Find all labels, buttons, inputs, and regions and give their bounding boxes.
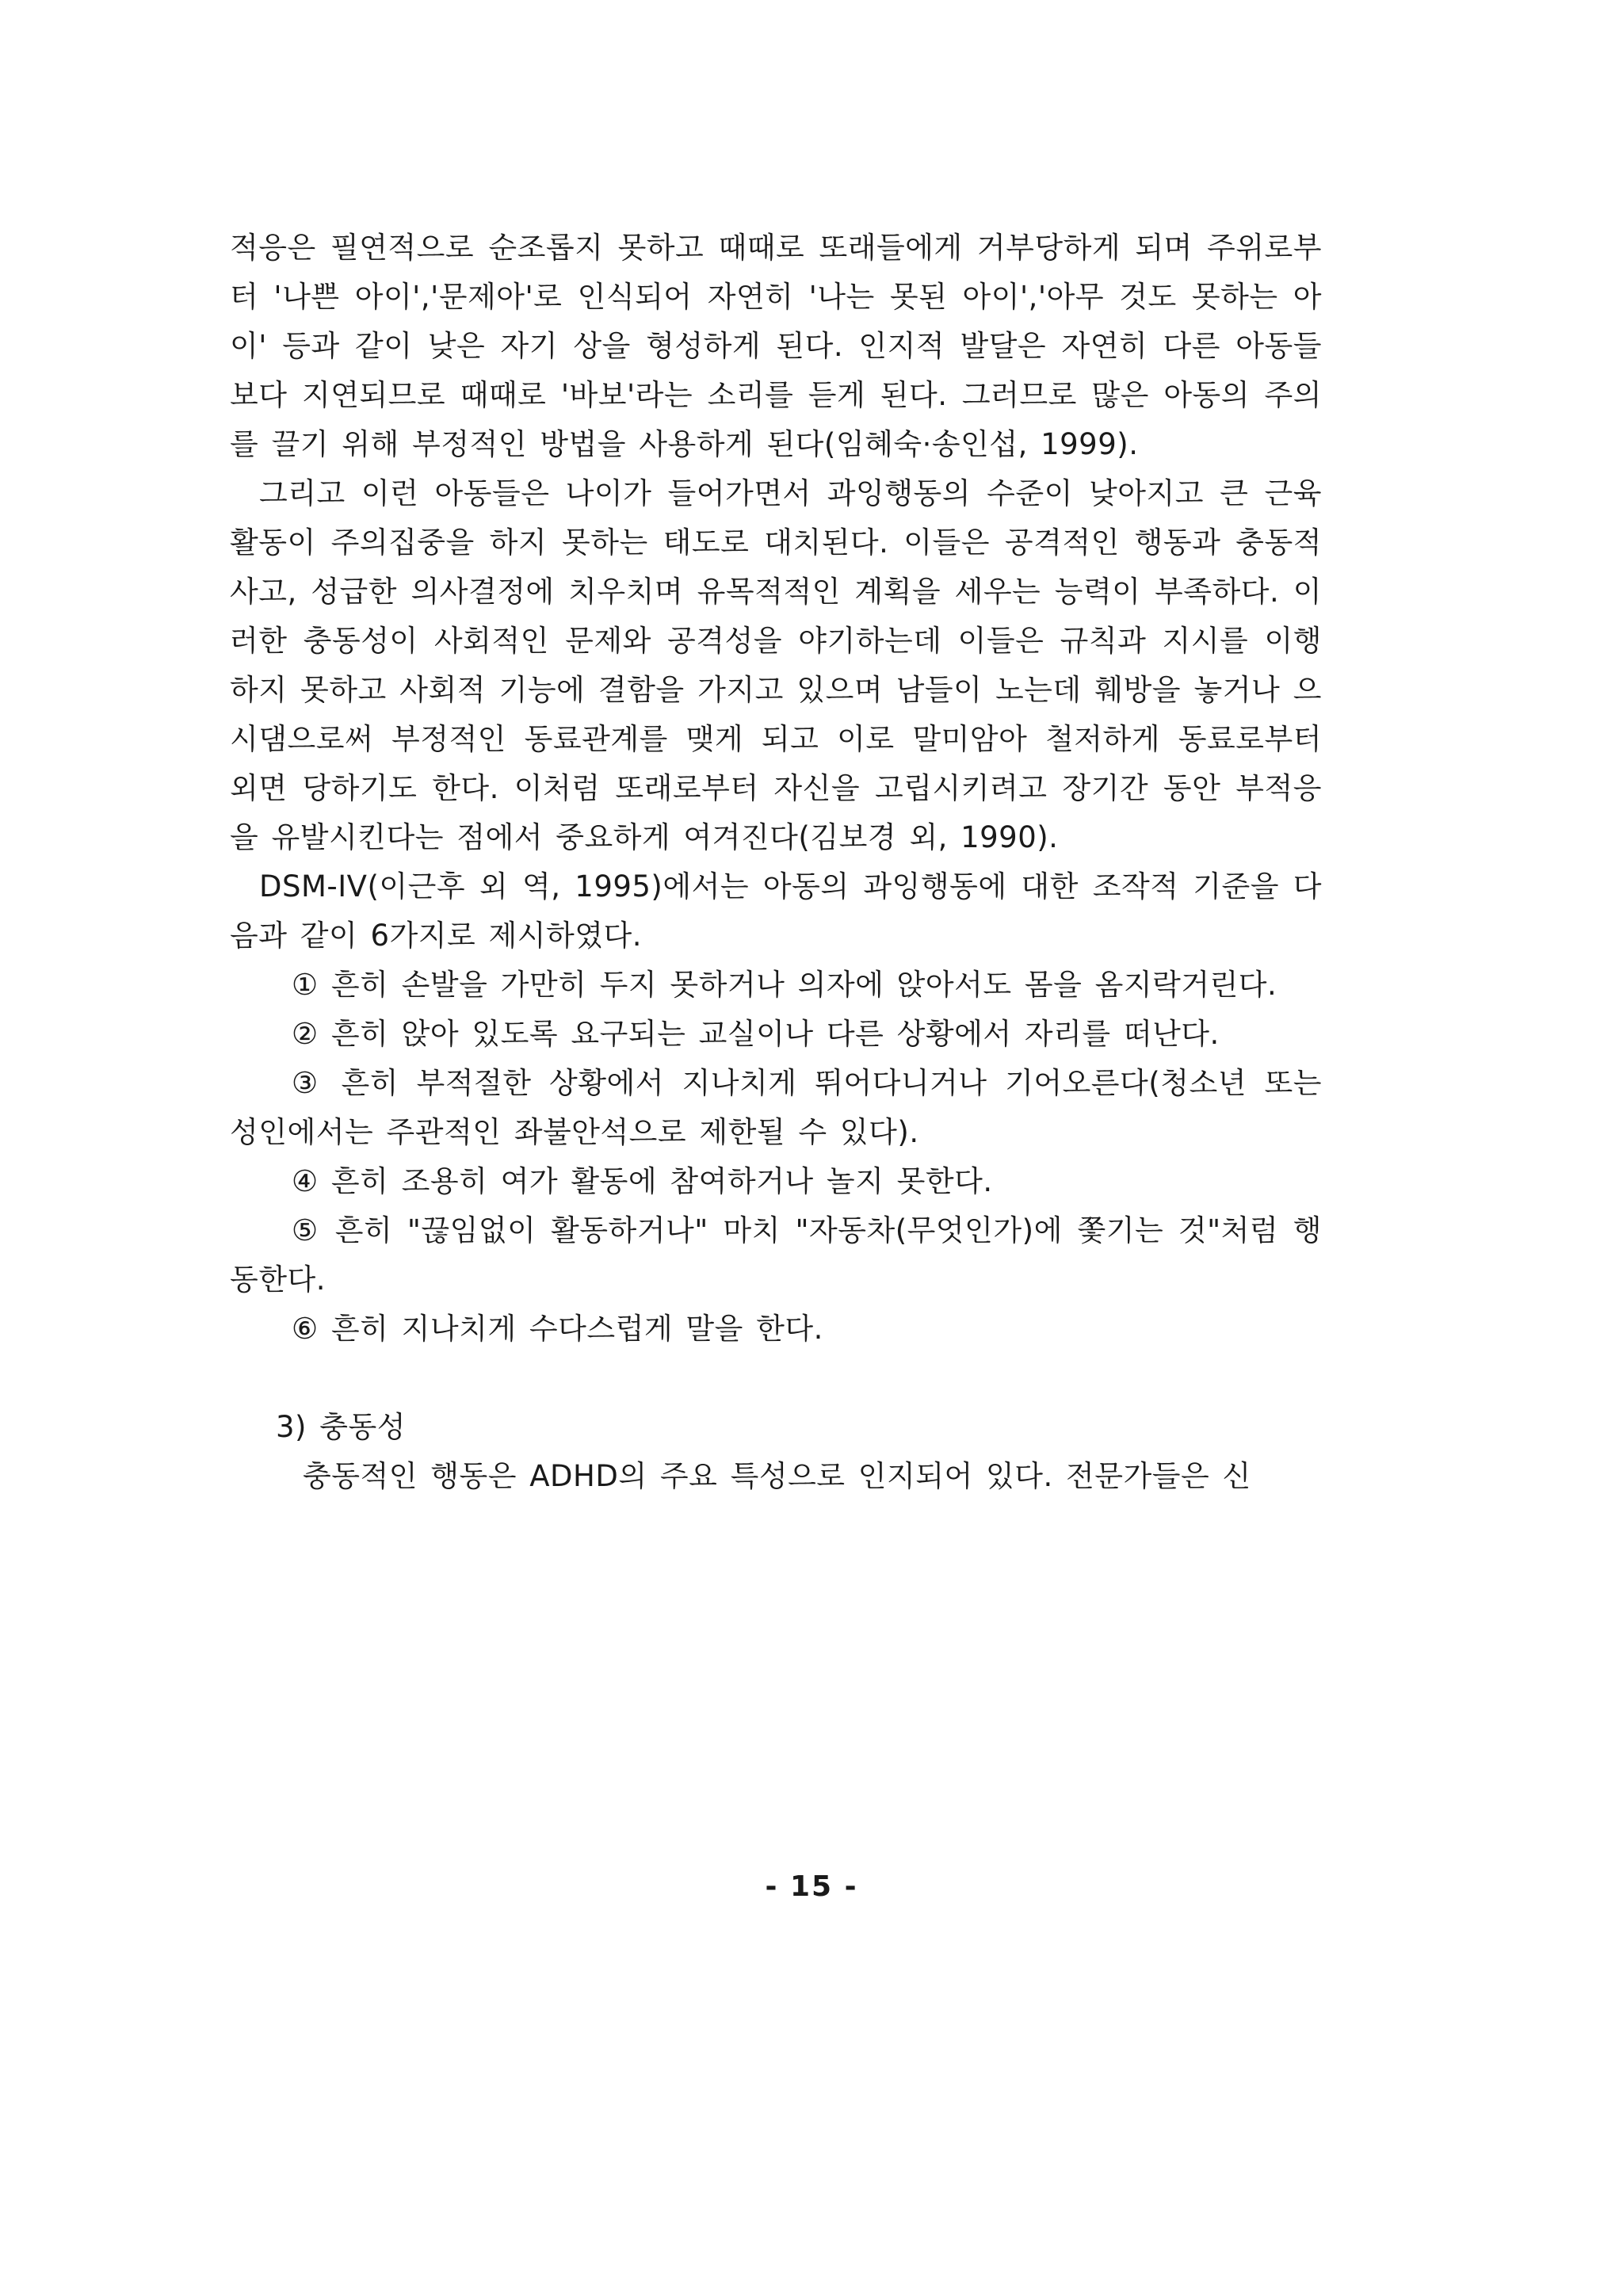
criteria-item: ⑥ 흔히 지나치게 수다스럽게 말을 한다.: [292, 1312, 823, 1346]
criteria-list: [230, 961, 1322, 1354]
paragraph-dsm-intro: DSM-IV(이근후 외 역, 1995)에서는 아동의 과잉행동에 대한 조작적 기준을 다음과 같이 6가지로 제시하였다.: [230, 869, 1322, 953]
criteria-item: ① 흔히 손발을 가만히 두지 못하거나 의자에 앉아서도 몸을 옴지락거린다.: [292, 968, 1277, 1002]
paragraph-development: 그리고 이런 아동들은 나이가 들어가면서 과잉행동의 수준이 낮아지고 큰 근육활동이 주의집중을 하지 못하는 태도로 대치된다. 이들은 공격적인 행동과 충동적 사고, 성급한 의사결정에 치우치며 유목적적인 계획을 세우는 능력이 부족하다. 이러한 충동성이 사회적인 문제와 공격성을 야기하는데 이들은 규칙과 지시를 이행하지 못하고 사회적 기능에 결함을 가지고 있으며 남들이 노는데 훼방을 놓거나 으시댐으로써 부정적인 동료관계를 맺게 되고 이로 말미암아 철저하게 동료로부터 외면 당하기도 한다. 이처럼 또래로부터 자신을 고립시키려고 장기간 동안 부적응을 유발시킨다는 점에서 중요하게 여겨진다(김보경 외, 1990).: [230, 476, 1322, 854]
criteria-item: ③ 흔히 부적절한 상황에서 지나치게 뛰어다니거나 기어오른다(청소년 또는 성인에서는 주관적인 좌불안석으로 제한될 수 있다).: [230, 1066, 1322, 1149]
section-heading: 3) 충동성: [276, 1410, 406, 1444]
criteria-item: ② 흔히 앉아 있도록 요구되는 교실이나 다른 상황에서 자리를 떠난다.: [292, 1017, 1220, 1051]
page-number: - 15 -: [765, 1870, 858, 1903]
body-text: [230, 223, 1322, 1501]
section-paragraph: 충동적인 행동은 ADHD의 주요 특성으로 인지되어 있다. 전문가들은 신: [303, 1459, 1251, 1493]
paragraph-self-image: 적응은 필연적으로 순조롭지 못하고 때때로 또래들에게 거부당하게 되며 주위로부터 '나쁜 아이','문제아'로 인식되어 자연히 '나는 못된 아이','아무 것도 못하는 아이' 등과 같이 낮은 자기 상을 형성하게 된다. 인지적 발달은 자연히 다른 아동들 보다 지연되므로 때때로 '바보'라는 소리를 듣게 된다. 그러므로 많은 아동의 주의를 끌기 위해 부정적인 방법을 사용하게 된다(임혜숙·송인섭, 1999).: [230, 231, 1322, 461]
criteria-item: ⑤ 흔히 "끊임없이 활동하거나" 마치 "자동차(무엇인가)에 쫓기는 것"처럼 행동한다.: [230, 1213, 1322, 1297]
criteria-item: ④ 흔히 조용히 여가 활동에 참여하거나 놀지 못한다.: [292, 1164, 993, 1198]
